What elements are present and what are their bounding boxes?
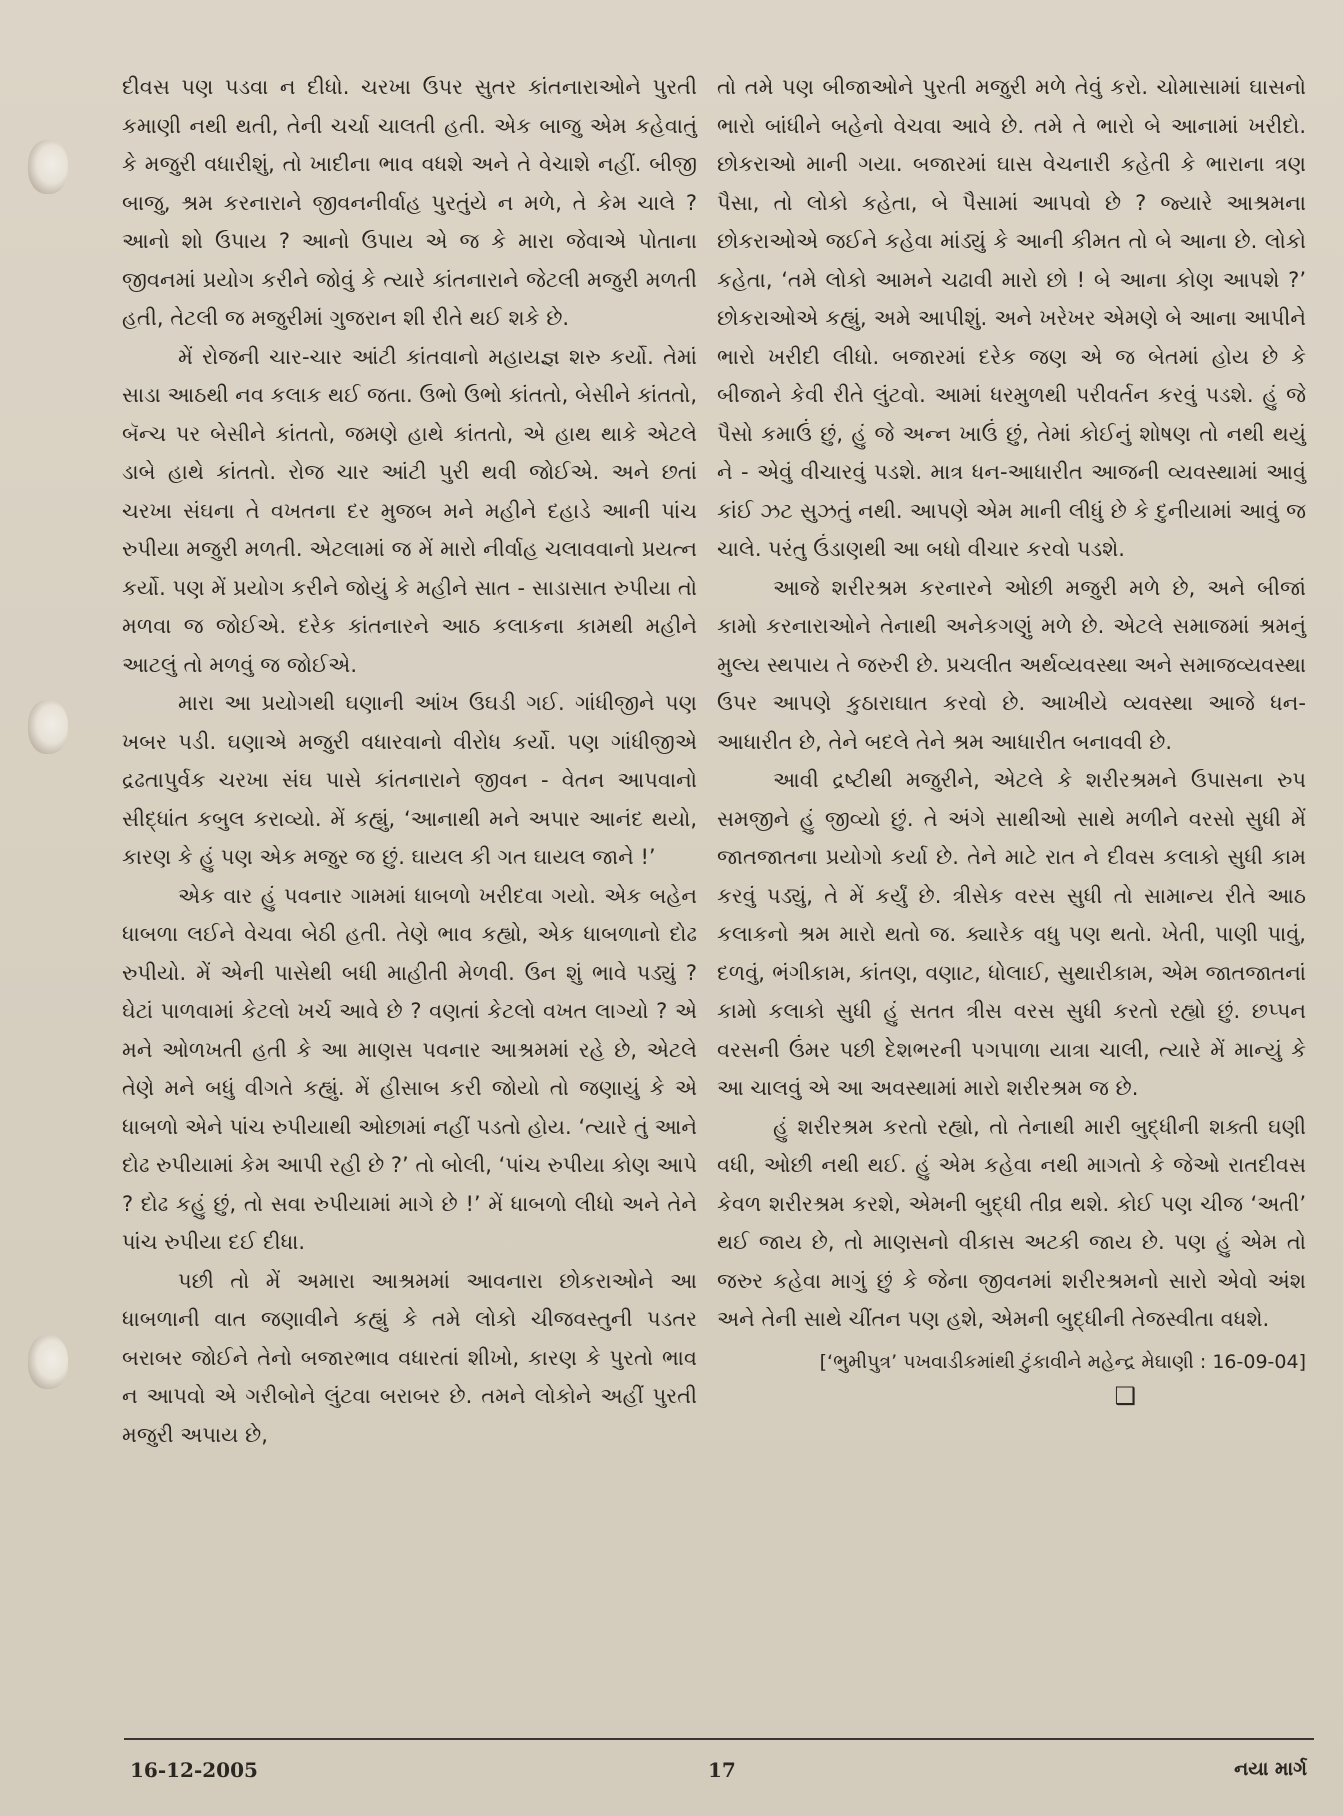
page-number: 17 [708, 1758, 736, 1782]
punch-hole [28, 700, 68, 754]
end-of-article-mark: ❑ [1114, 1382, 1136, 1410]
paragraph: પછી તો મેં અમારા આશ્રમમાં આવનારા છોકરાઓને આ ધાબળાની વાત જણાવીને કહ્યું કે તમે લોકો ચીજવસ્તુની પડતર બરાબર જોઈને તેનો બજારભાવ વધારતાં શીખો, કારણ કે પુરતો ભાવ ન આપવો એ ગરીબોને લુંટવા બરાબર છે. તમને લોકોને અહીં પુરતી મજુરી અપાય છે, [122, 1268, 697, 1447]
punch-hole [28, 140, 68, 194]
footer-divider [124, 1738, 1314, 1740]
source-citation: [‘ભુમીપુત્ર’ પખવાડીકમાંથી ટુંકાવીને મહેન્દ્ર મેઘાણી : 16-09-04] [819, 1350, 1306, 1373]
paragraph: દીવસ પણ પડવા ન દીધો. ચરખા ઉપર સુતર કાંતનારાઓને પુરતી કમાણી નથી થતી, તેની ચર્ચા ચાલતી હતી. એક બાજુ એમ કહેવાતું કે મજુરી વધારીશું, તો ખાદીના ભાવ વધશે અને તે વેચાશે નહીં. બીજી બાજુ, શ્રમ કરનારાને જીવનનીર્વાહ પુરતુંયે ન મળે, તે કેમ ચાલે ? આનો શો ઉપાય ? આનો ઉપાય એ જ કે મારા જેવાએ પોતાના જીવનમાં પ્રયોગ કરીને જોવું કે ત્યારે કાંતનારાને જેટલી મજુરી મળતી હતી, તેટલી જ મજુરીમાં ગુજરાન શી રીતે થઈ શકે છે. [122, 75, 697, 330]
paragraph: તો તમે પણ બીજાઓને પુરતી મજુરી મળે તેવું કરો. ચોમાસામાં ઘાસનો ભારો બાંધીને બહેનો વેચવા આવે છે. તમે તે ભારો બે આનામાં ખરીદો. છોકરાઓ માની ગયા. બજારમાં ઘાસ વેચનારી કહેતી કે ભારાના ત્રણ પૈસા, તો લોકો કહેતા, બે પૈસામાં આપવો છે ? જ્યારે આશ્રમના છોકરાઓએ જઈને કહેવા માંડ્યું કે આની કીમત તો બે આના છે. લોકો કહેતા, ‘તમે લોકો આમને ચઢાવી મારો છો ! બે આના કોણ આપશે ?’ છોકરાઓએ કહ્યું, અમે આપીશું. અને ખરેખર એમણે બે આના આપીને ભારો ખરીદી લીધો. બજારમાં દરેક જણ એ જ બેતમાં હોય છે કે બીજાને કેવી રીતે લુંટવો. આમાં ધરમુળથી પરીવર્તન કરવું પડશે. હું જે પૈસો કમાઉં છું, હું જે અન્ન ખાઉં છું, તેમાં કોઈનું શોષણ તો નથી થયું ને - એવું વીચારવું પડશે. માત્ર ધન-આધારીત આજની વ્યવસ્થામાં આવું કાંઈ ઝટ સુઝતું નથી. આપણે એમ માની લીધું છે કે દુનીયામાં આવું જ ચાલે. પરંતુ ઉંડાણથી આ બધો વીચાર કરવો પડશે. [717, 75, 1306, 561]
left-column [122, 68, 697, 1454]
right-column [717, 68, 1306, 1411]
paragraph: મેં રોજની ચાર-ચાર આંટી કાંતવાનો મહાયજ્ઞ શરુ કર્યો. તેમાં સાડા આઠથી નવ કલાક થઈ જતા. ઉભો ઉભો કાંતતો, બેસીને કાંતતો, બૅન્ચ પર બેસીને કાંતતો, જમણે હાથે કાંતતો, એ હાથ થાકે એટલે ડાબે હાથે કાંતતો. રોજ ચાર આંટી પુરી થવી જોઈએ. અને છતાં ચરખા સંઘના તે વખતના દર મુજબ મને મહીને દહાડે આની પાંચ રુપીયા મજુરી મળતી. એટલામાં જ મેં મારો નીર્વાહ ચલાવવાનો પ્રયત્ન કર્યો. પણ મેં પ્રયોગ કરીને જોયું કે મહીને સાત - સાડાસાત રુપીયા તો મળવા જ જોઈએ. દરેક કાંતનારને આઠ કલાકના કામથી મહીને આટલું તો મળવું જ જોઈએ. [122, 344, 697, 677]
paragraph: આજે શરીરશ્રમ કરનારને ઓછી મજુરી મળે છે, અને બીજાં કામો કરનારાઓને તેનાથી અનેકગણું મળે છે. એટલે સમાજમાં શ્રમનું મુલ્ય સ્થપાય તે જરુરી છે. પ્રચલીત અર્થવ્યવસ્થા અને સમાજવ્યવસ્થા ઉપર આપણે કુઠારાઘાત કરવો છે. આખીયે વ્યવસ્થા આજે ધન-આધારીત છે, તેને બદલે તેને શ્રમ આધારીત બનાવવી છે. [717, 575, 1306, 754]
paragraph: એક વાર હું પવનાર ગામમાં ધાબળો ખરીદવા ગયો. એક બહેન ધાબળા લઈને વેચવા બેઠી હતી. તેણે ભાવ કહ્યો, એક ધાબળાનો દોઢ રુપીયો. મેં એની પાસેથી બધી માહીતી મેળવી. ઉન શું ભાવે પડ્યું ? ઘેટાં પાળવામાં કેટલો ખર્ચ આવે છે ? વણતાં કેટલો વખત લાગ્યો ? એ મને ઓળખતી હતી કે આ માણસ પવનાર આશ્રમમાં રહે છે, એટલે તેણે મને બધું વીગતે કહ્યું. મેં હીસાબ કરી જોયો તો જણાયું કે એ ધાબળો એને પાંચ રુપીયાથી ઓછામાં નહીં પડતો હોય. ‘ત્યારે તું આને દોઢ રુપીયામાં કેમ આપી રહી છે ?’ તો બોલી, ‘પાંચ રુપીયા કોણ આપે ? દોઢ કહું છું, તો સવા રુપીયામાં માગે છે !’ મેં ધાબળો લીધો અને તેને પાંચ રુપીયા દઈ દીધા. [122, 883, 697, 1254]
punch-hole [28, 1335, 68, 1389]
paragraph: હું શરીરશ્રમ કરતો રહ્યો, તો તેનાથી મારી બુદ્ધીની શક્તી ઘણી વધી, ઓછી નથી થઈ. હું એમ કહેવા નથી માગતો કે જેઓ રાતદીવસ કેવળ શરીરશ્રમ કરશે, એમની બુદ્ધી તીવ્ર થશે. કોઈ પણ ચીજ ‘અતી’ થઈ જાય છે, તો માણસનો વીકાસ અટકી જાય છે. પણ હું એમ તો જરુર કહેવા માગું છું કે જેના જીવનમાં શરીરશ્રમનો સારો એવો અંશ અને તેની સાથે ચીંતન પણ હશે, એમની બુદ્ધીની તેજસ્વીતા વધશે. [717, 1114, 1306, 1331]
paragraph: મારા આ પ્રયોગથી ઘણાની આંખ ઉઘડી ગઈ. ગાંધીજીને પણ ખબર પડી. ઘણાએ મજુરી વધારવાનો વીરોધ કર્યો. પણ ગાંધીજીએ દ્રઢતાપુર્વક ચરખા સંઘ પાસે કાંતનારાને જીવન - વેતન આપવાનો સીદ્ધાંત કબુલ કરાવ્યો. મેં કહ્યું, ‘આનાથી મને અપાર આનંદ થયો, કારણ કે હું પણ એક મજુર જ છું. ઘાયલ કી ગત ઘાયલ જાને !’ [122, 691, 697, 869]
issue-date: 16-12-2005 [130, 1758, 258, 1782]
paragraph: આવી દ્રષ્ટીથી મજુરીને, એટલે કે શરીરશ્રમને ઉપાસના રુપ સમજીને હું જીવ્યો છું. તે અંગે સાથીઓ સાથે મળીને વરસો સુધી મેં જાતજાતના પ્રયોગો કર્યા છે. તેને માટે રાત ને દીવસ કલાકો સુધી કામ કરવું પડ્યું, તે મેં કર્યું છે. ત્રીસેક વરસ સુધી તો સામાન્ય રીતે આઠ કલાકનો શ્રમ મારો થતો જ. ક્યારેક વધુ પણ થતો. ખેતી, પાણી પાવું, દળવું, ભંગીકામ, કાંતણ, વણાટ, ધોલાઈ, સુથારીકામ, એમ જાતજાતનાં કામો કલાકો સુધી હું સતત ત્રીસ વરસ સુધી કરતો રહ્યો છું. છપ્પન વરસની ઉંમર પછી દેશભરની પગપાળા યાત્રા ચાલી, ત્યારે મેં માન્યું કે આ ચાલવું એ આ અવસ્થામાં મારો શરીરશ્રમ જ છે. [717, 768, 1306, 1100]
magazine-name: નયા માર્ગ [1234, 1758, 1307, 1780]
